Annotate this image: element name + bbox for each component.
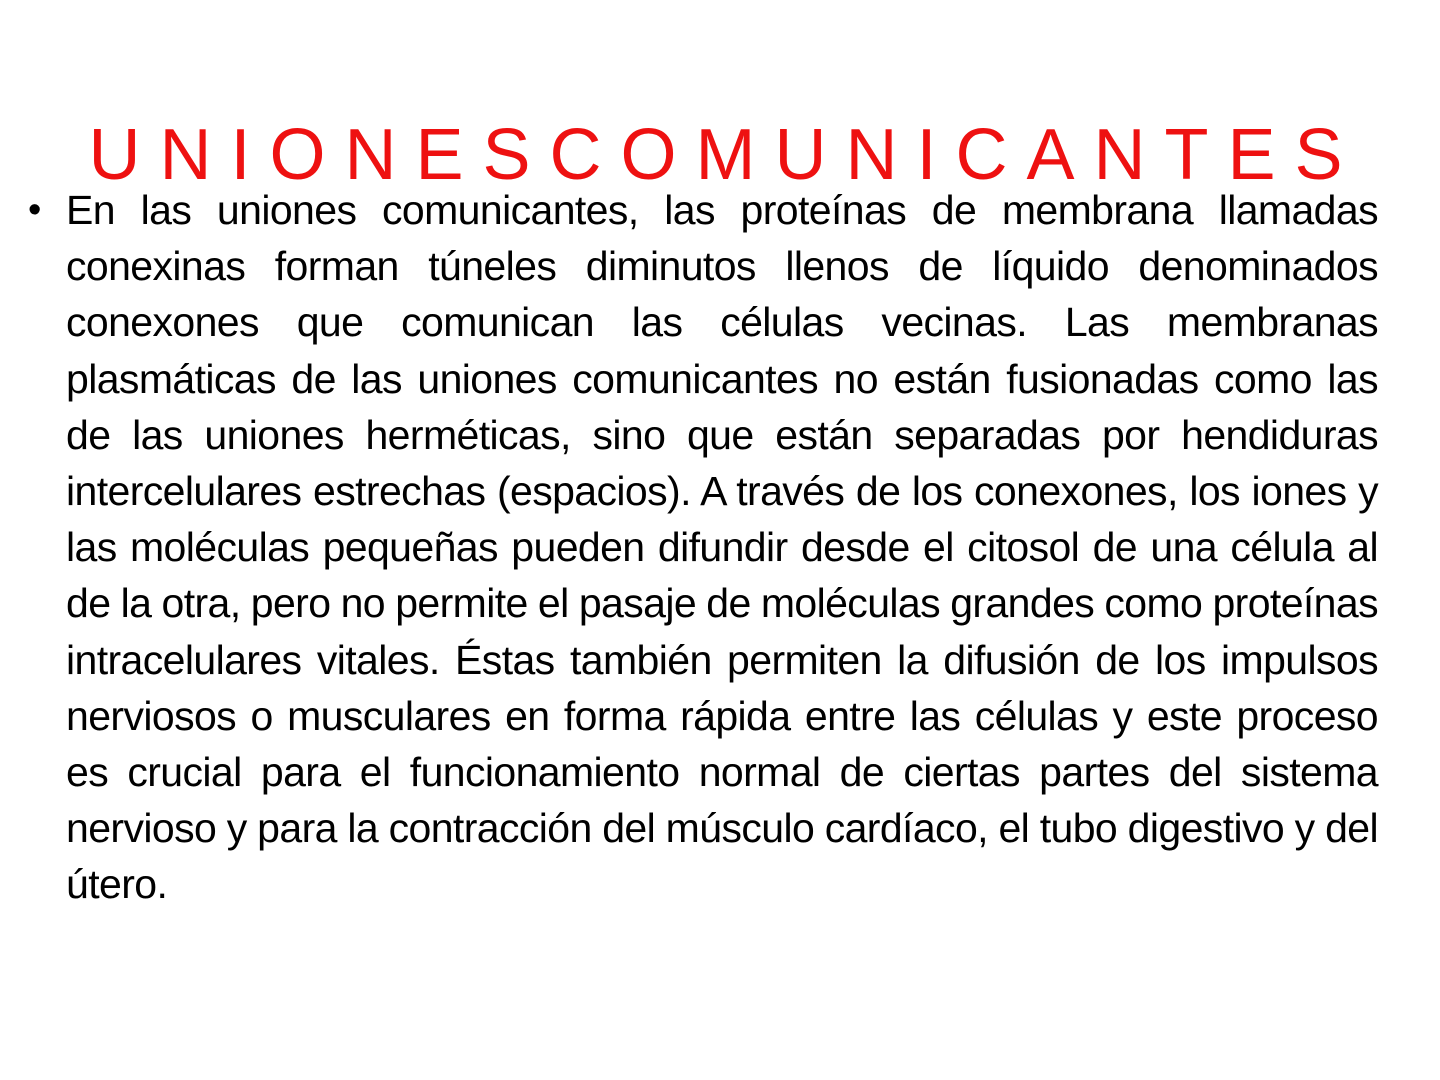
bullet-text: En las uniones comunicantes, las proteínas de membrana llamadas conexinas forman túneles diminutos llenos de líquido denominados conexones que comunican las células vecinas. Las membranas plasmáticas de las uniones comunicantes no están fusionadas como las de las uniones herméticas, sino que están separadas por hendiduras intercelulares estrechas (espacios). A través de los conexones, los iones y las moléculas pequeñas pueden difundir desde el citosol de una célula al de la otra, pero no permite el pasaje de moléculas grandes como proteínas intracelulares vitales. Éstas también permiten la difusión de los impulsos nerviosos o musculares en forma rápida entre las células y este proceso es crucial para el funcionamiento normal de ciertas partes del sistema nervioso y para la contracción del músculo cardíaco, el tubo digestivo y del útero.	[66, 187, 1378, 908]
bullet-item	[28, 182, 1378, 913]
slide-body	[28, 182, 1378, 913]
bullet-marker-icon: •	[28, 189, 42, 231]
slide-title: UNIONESCOMUNICANTES	[88, 115, 1362, 196]
